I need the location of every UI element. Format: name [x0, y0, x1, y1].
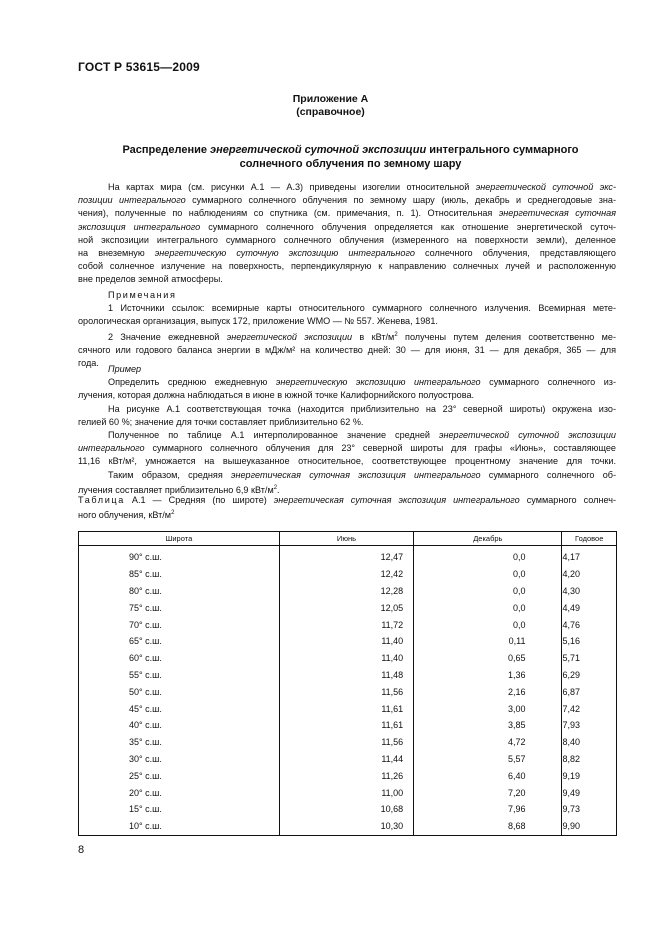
cell-june: 11,61	[279, 717, 413, 734]
cell-annual: 8,82	[562, 751, 617, 768]
cell-annual: 9,19	[562, 767, 617, 784]
table-row	[79, 566, 617, 583]
header-latitude: Широта	[79, 532, 280, 546]
cell-june: 11,56	[279, 734, 413, 751]
cell-june: 11,61	[279, 700, 413, 717]
cell-annual: 4,30	[562, 583, 617, 600]
table-row	[79, 801, 617, 818]
table-header-row	[79, 532, 617, 546]
cell-december: 1,36	[414, 667, 562, 684]
cell-june: 10,30	[279, 818, 413, 835]
intro-paragraph: На картах мира (см. рисунки А.1 — А.3) приведены изогелии относительной энергетической суточной экс- позиции интегрального суммарного солнечного облучения по земному шару (июль, декабрь и среднегодовые зна- чения), полученные по наблюдениям со спутника (см. примечания, п. 1). Относительная энергетическая суточная экспозиция интегрального суммарного солнечного облучения определяется как отношение энергетической суточ- ной экспозиции интегрального суммарного солнечного облучения (измеренного на поверхности земли), деленное на внеземную энергетическую суточную экспозицию интегрального солнечного облучения, представляющего собой солнечное излучение на поверхность, перпендикулярную к направлению солнечных лучей и расположенную вне пределов земной атмосферы.	[78, 182, 617, 285]
cell-annual: 9,90	[562, 818, 617, 835]
cell-december: 8,68	[414, 818, 562, 835]
cell-december: 0,0	[414, 583, 562, 600]
cell-june: 12,05	[279, 599, 413, 616]
section-title: Распределение энергетической суточной экспозиции интегрального суммарного солнечного облучения по земному шару	[122, 144, 579, 170]
cell-annual: 7,93	[562, 717, 617, 734]
cell-latitude: 70° с.ш.	[79, 616, 280, 633]
table-row	[79, 599, 617, 616]
cell-june: 11,44	[279, 751, 413, 768]
cell-annual: 4,17	[562, 546, 617, 566]
cell-latitude: 55° с.ш.	[79, 667, 280, 684]
cell-december: 2,16	[414, 683, 562, 700]
header-annual: Годовое	[562, 532, 617, 546]
cell-latitude: 50° с.ш.	[79, 683, 280, 700]
document-header: ГОСТ Р 53615—2009	[78, 60, 200, 74]
cell-latitude: 85° с.ш.	[79, 566, 280, 583]
table-row	[79, 650, 617, 667]
table-row	[79, 818, 617, 835]
cell-latitude: 25° с.ш.	[79, 767, 280, 784]
header-december: Декабрь	[414, 532, 562, 546]
cell-annual: 9,49	[562, 784, 617, 801]
cell-latitude: 10° с.ш.	[79, 818, 280, 835]
cell-latitude: 65° с.ш.	[79, 633, 280, 650]
cell-annual: 5,71	[562, 650, 617, 667]
cell-latitude: 60° с.ш.	[79, 650, 280, 667]
cell-latitude: 75° с.ш.	[79, 599, 280, 616]
cell-december: 3,85	[414, 717, 562, 734]
cell-latitude: 45° с.ш.	[79, 700, 280, 717]
table-row	[79, 717, 617, 734]
annex-type: (справочное)	[296, 106, 365, 118]
cell-december: 7,20	[414, 784, 562, 801]
cell-annual: 9,73	[562, 801, 617, 818]
cell-june: 11,40	[279, 650, 413, 667]
page-number: 8	[78, 844, 85, 856]
cell-june: 11,40	[279, 633, 413, 650]
table-row	[79, 667, 617, 684]
cell-annual: 4,76	[562, 616, 617, 633]
table-row	[79, 616, 617, 633]
cell-december: 0,0	[414, 599, 562, 616]
cell-annual: 7,42	[562, 700, 617, 717]
annex-title: Приложение А	[292, 93, 369, 105]
cell-latitude: 80° с.ш.	[79, 583, 280, 600]
cell-annual: 8,40	[562, 734, 617, 751]
cell-june: 11,26	[279, 767, 413, 784]
cell-december: 5,57	[414, 751, 562, 768]
header-june: Июнь	[279, 532, 413, 546]
table-row	[79, 767, 617, 784]
table-row	[79, 633, 617, 650]
solar-exposure-table	[78, 531, 617, 836]
cell-latitude: 20° с.ш.	[79, 784, 280, 801]
table-row	[79, 700, 617, 717]
cell-annual: 4,49	[562, 599, 617, 616]
cell-june: 11,56	[279, 683, 413, 700]
cell-december: 0,65	[414, 650, 562, 667]
cell-latitude: 40° с.ш.	[79, 717, 280, 734]
cell-june: 12,42	[279, 566, 413, 583]
cell-latitude: 35° с.ш.	[79, 734, 280, 751]
table-row	[79, 546, 617, 566]
notes-block: Примечания 1 Источники ссылок: всемирные карты относительного суммарного солнечного излучения. Всемирная мете- орологическая организация, выпуск 172, приложение WMO — № 557. Женева, 1981. 2 Значение ежедневной энергетической экспозиции в кВт/$м^2$ получены путем деления соответственно ме- сячного или годового баланса энергии в мДж/м² на количество дней: 30 — для июня, 31 — для декабря, 365 — для года.	[78, 290, 616, 369]
cell-june: 11,72	[279, 616, 413, 633]
cell-december: 7,96	[414, 801, 562, 818]
cell-december: 6,40	[414, 767, 562, 784]
cell-june: 11,48	[279, 667, 413, 684]
cell-december: 0,11	[414, 633, 562, 650]
cell-latitude: 30° с.ш.	[79, 751, 280, 768]
cell-annual: 6,29	[562, 667, 617, 684]
table-caption: Таблица А.1 — Средняя (по широте) энергетическая суточная экспозиция интегрального суммарного солнеч- ного облучения, кВт/$м^2$	[78, 495, 616, 520]
cell-june: 11,00	[279, 784, 413, 801]
cell-annual: 4,20	[562, 566, 617, 583]
cell-december: 0,0	[414, 546, 562, 566]
cell-latitude: 90° с.ш.	[79, 546, 280, 566]
table-row	[79, 583, 617, 600]
cell-latitude: 15° с.ш.	[79, 801, 280, 818]
cell-annual: 6,87	[562, 683, 617, 700]
cell-june: 10,68	[279, 801, 413, 818]
table-row	[79, 683, 617, 700]
cell-annual: 5,16	[562, 633, 617, 650]
example-block: Пример Определить среднюю ежедневную энергетическую экспозицию интегрального суммарного солнечного из- лучения, которая должна наблюдаться в июне в южной точке Калифорнийского полуострова. На рисунке А.1 соответствующая точка (находится приблизительно на 23° северной широты) окружена изо- гелией 60 %; значение для точки составляет приблизительно 62 %. Полученное по таблице А.1 интерполированное значение средней энергетической суточной экспозиции интегрального суммарного солнечного облучения для 23° северной широты для графы «Июнь», составляющее 11,16 кВт/м², умножается на вышеуказанное относительное, соответствующее процентному значение для точки. Таким образом, средняя энергетическая суточная экспозиция интегрального суммарного солнечного об- лучения составляет приблизительно 6,9 кВт/$м^2$.	[78, 364, 616, 495]
cell-june: 12,47	[279, 546, 413, 566]
table-row	[79, 751, 617, 768]
cell-december: 0,0	[414, 566, 562, 583]
cell-december: 4,72	[414, 734, 562, 751]
notes-heading: Примечания	[108, 290, 177, 300]
table-row	[79, 784, 617, 801]
cell-december: 3,00	[414, 700, 562, 717]
cell-june: 12,28	[279, 583, 413, 600]
cell-december: 0,0	[414, 616, 562, 633]
table-row	[79, 734, 617, 751]
example-heading: Пример	[108, 364, 142, 374]
